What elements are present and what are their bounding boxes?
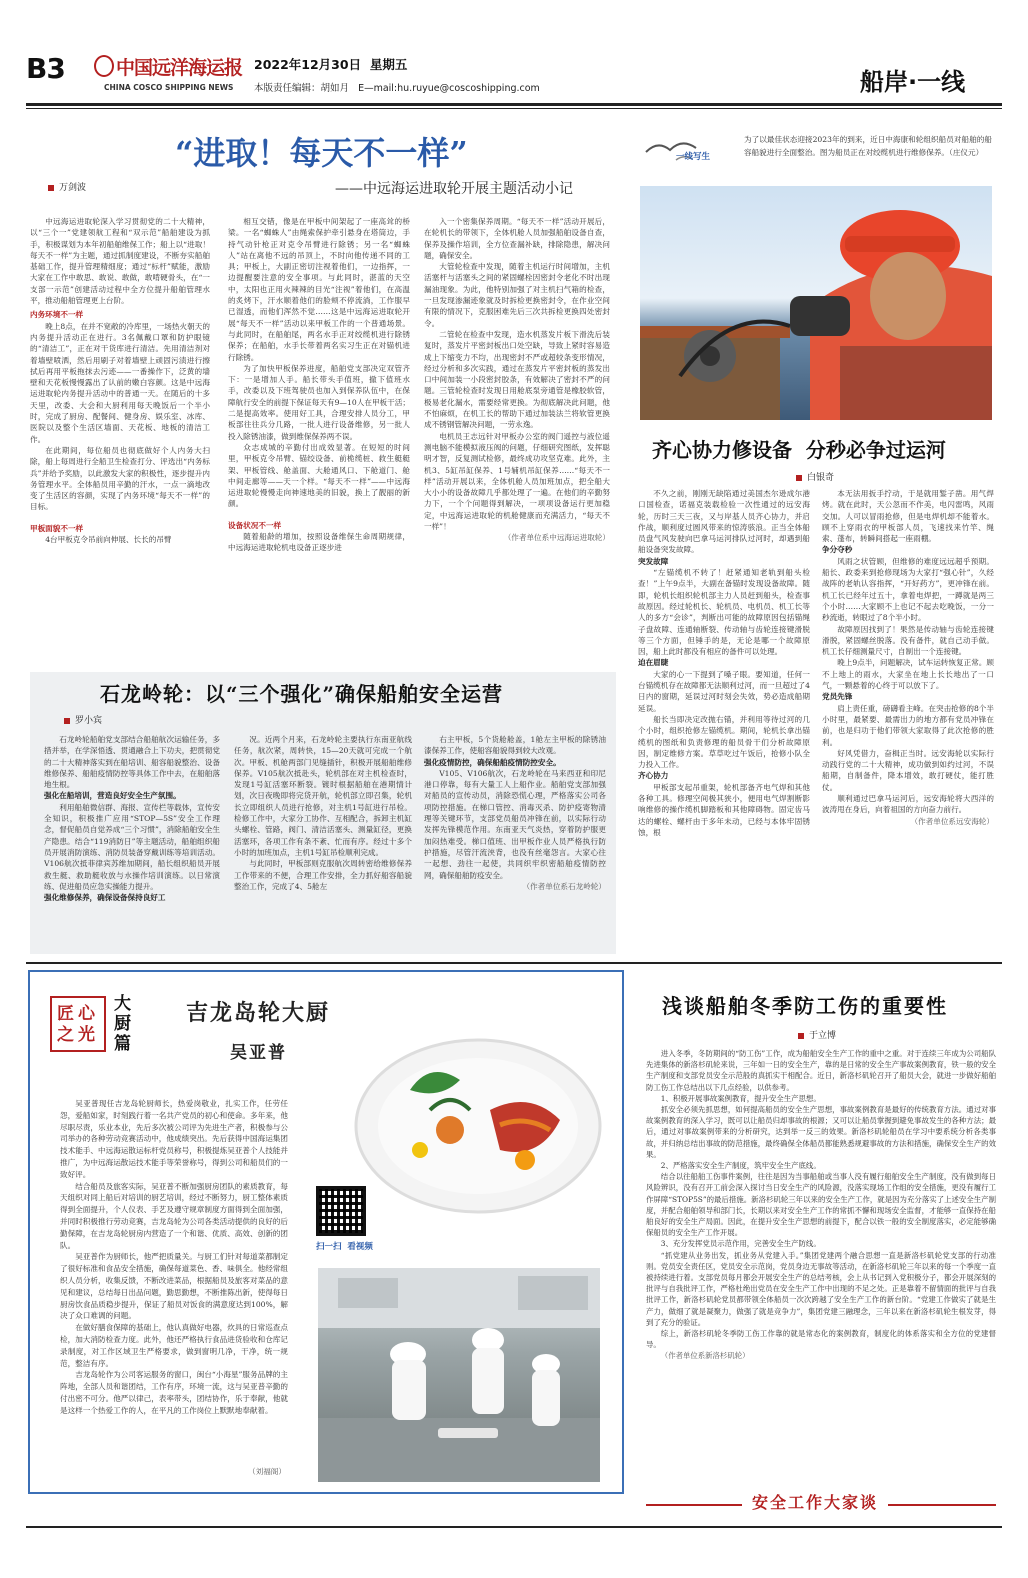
subhead: 设备状况不一样 [228, 520, 282, 530]
qr-caption: 扫一扫 看视频 [316, 1242, 373, 1252]
qr-code[interactable] [316, 1186, 366, 1236]
paragraph: 大家的心一下提到了嗓子眼。要知道，任何一台锚缆机存在故障都无法顺利过河，而一旦超过了4日内的窗期，延误过河时刻会失效，势必造成船期延误。 [638, 669, 810, 713]
paragraph: 吉龙岛轮作为公司客运服务的窗口，闽台“小海星”服务品牌的主阵地，全部人员和谐团结，工作有序，环境一流，这与吴亚普辛勤的付出密不可分。他严以律己，表率带头，团结协作，乐于奉献，他就是这样一个热爱工作的人，在平凡的工作岗位上默默地奉献着。 [60, 1370, 288, 1415]
newspaper-logo [94, 51, 242, 97]
seal-badge [50, 996, 106, 1052]
badge-label: 一线写生 [676, 152, 711, 162]
paragraph: 吴亚普作为厨师长，他严把质量关。与厨工们针对每道菜都制定了很好标准和食品安全措施，确保每道菜色、香、味俱全。他经常组织人员分析，收集反馈，不断改进菜品，根据船员及旅客对菜品的意见和建议，总结每日出品问题，勤思勤想，不断推陈出新，使得每日厨房饮食品质稳步提升，保证了船员对饭食的满意度达到100%，解决了众口难调的问题。 [60, 1252, 288, 1321]
dish-plate-photo [350, 1030, 606, 1216]
editor-email: E—mail:hu.ruyue@coscoshipping.com [358, 83, 540, 94]
article-5-author: 于立博 [798, 1028, 836, 1041]
paragraph: 为了加快甲板保养进度，船舶党支部决定双管齐下：一是增加人手。船长带头手值班，撤下值班水手，改委以及下班驾驶员也加入到保养队伍中，在保障航行安全的前提下保证每天有9—10人在甲板干活；二是提高效率。使用好工具，合理安排人员分工，甲板部往往兵分几路，一批人进行设备维修，另一批人投入除锈油漆，做到维保保养两不误。 [228, 363, 410, 441]
article-4-body [60, 1098, 288, 1462]
logo-icon [94, 55, 114, 77]
paragraph: 在此期间，每位船员也彻底做好个人内务大扫除，船上每周进行全船卫生检查打分、评选出“内务标兵”并给予奖励，以此激发大家的积极性，逐步提升内务管理水平。全体船员用辛勤的汗水，一点一滴地改变了生活区的容颜，实现了内务环境“每天不一样”的目标。 [30, 445, 210, 512]
paragraph: （作者单位系新洛杉矶轮） [660, 1351, 750, 1361]
paragraph: 中远海运进取轮深入学习贯彻党的二十大精神，以“三个一”党建领航工程和“双示范”船舶建设为抓手，积极谋划为本年初船舶维保工作；船上以“进取！每天不一样”为主题，通过抓制度建设，不断夯实船舶基础工作，提升管理精细度；通过“标杆”赋能，激励大家在工作中敢思、敢说、敢做，敢啃硬骨头，在“一支部一示范”创建活动过程中全方位提升船舶管理水平，推动船舶管理更上台阶。 [30, 217, 210, 306]
paragraph: 大管轮检查中发现，随着主机运行时间增加，主机活塞杆与活塞头之间的紧固螺栓因密封令老化不时出现漏油现象。为此，他特别加强了对主机扫气箱的检查，一旦发现渗漏迹象就及时拆检更换密封令，在作业空间有限的情况下，克服困难先后三次共拆检更换四处密封令。 [424, 262, 610, 328]
signature: （作者单位系远安海轮） [910, 816, 994, 826]
weekday-text: 星期五 [369, 57, 408, 72]
article-2-title: 齐心协力修设备 分秒必争过运河 [652, 438, 946, 462]
paragraph: 二管轮在检查中发现，造水机蒸发片板下滑洗后装复时，蒸发片平密封板出口处空缺，导致上紧时容易造成上下缩变力不均，出现密封不严或超较条变形情况，经过分析和多次实践，通过在蒸发片平密封板的蒸发出口中间加装一小段密封胶条，有效解决了密封不严的问题。三管轮检查时发现日用舱底泵旁通管是橡胶软管，极易老化漏水，需要经常更换。为彻底解决此问题，他不怕麻烦，在机工长的帮助下通过加装法兰将软管更换成不锈钢管解决问题，一劳永逸。 [424, 329, 610, 430]
paragraph: 2、严格落实安全生产制度，筑牢安全生产底线。 [660, 1161, 821, 1171]
paragraph: V105、V106航次，石龙岭轮在马来西亚和印尼港口停靠，每有大量工人上船作业。船舶党支部加强对船员的宣传动员，消除恐慌心理，严格落实公司各项防控措施。在梯口管控、消毒灭杀、防护疫寄物清理等关键环节，支部党员船员冲锋在前，以实际行动发挥先锋模范作用。东南亚天气炎热，穿着防护服更加闷热难受。梯口值班、出甲板作业人员严格执行防护措施，尽管汗流浃背，也没有丝毫怨言。大家心往一起想、劲往一起使，共同织牢织密船舶疫情防控网，确保船舶防疫安全。 [424, 768, 606, 880]
footer-banner: 安全工作大家谈 [742, 1490, 888, 1513]
signature: （作者单位系中远海运进取轮） [503, 533, 610, 543]
paragraph: 吴亚普现任吉龙岛轮厨师长，热爱岗敬业，扎实工作，任劳任怨，爱船如家，时刻践行着一名共产党员的初心和使命。多年来，他尽职尽责，乐业本业，先后多次被公司评为先进生产者，积极参与公司举办的各种劳动竞赛活动中，他成绩突出。先后获得中国海运集团技术能手、中远海运散运标杆党员称号，积极提炼吴亚普个人技能并推广，为中远海运散运技术能手等荣誉称号，得到公司和船员们的一致好评。 [60, 1099, 288, 1179]
section-title: 船岸·一线 [860, 68, 966, 96]
plate-illustration [350, 1030, 606, 1216]
subhead: 齐心协力 [638, 771, 669, 781]
paragraph: 晚上8点，在并不宽敞的冷库里，一场热火朝天的内务提升活动正在进行。3名佩戴口罩和防护眼镜的“清洁工”，正在对干货库进行清洁。先用清洁剂对着墙壁喷洒，然后用刷子对着墙壁上顽固污渍进行擦拭后再用平板拖抹去污迹——一番操作下，泛黄的墙壁和天花板慢慢露出了认前的嫩白容颜。这是中远海运进取轮内务提升活动中的普通一天。在随后的十多天里，改委、大会和大厨利用每天晚饭后一个半小时，完成了厨房、配餐间、健身房、娱乐室、冰库、医院以及整个生活区墙面、天花板、地板的清洁工作。 [30, 321, 210, 444]
editor-name: 本版责任编辑：胡如月 [254, 83, 350, 94]
paragraph: 本无法用扳手拧动，于是就用錾子凿。用气焊烤。就在此时，天公忽而不作美，电闪雷鸣，风雨交加。人可以冒雨抢修，但是电焊机却不能着水。顾不上穿雨衣的甲板部人员，飞速找来竹竿、绳索、蓬布，转瞬间搭起一座雨棚。 [822, 489, 994, 544]
article-2-col-1 [638, 488, 810, 946]
kitchen-illustration [318, 1268, 600, 1482]
paragraph: 在做好膳食保障的基础上，他认真做好电器，炊具的日常巡查点检，加大消防检查力度。此外，他还严格执行食品进货验收和仓库记录制度，对工作区域卫生严格要求，做到窗明几净，干净，统一规范，整洁有序。 [60, 1323, 288, 1368]
paragraph: 3、充分发挥党员示范作用，完善安全生产防线。 [660, 1239, 821, 1249]
bottom-rule [26, 1526, 1002, 1528]
article-3-author: 罗小宾 [64, 713, 102, 726]
article-1-col-1 [30, 216, 210, 644]
paragraph: 肩上责任重，磅礴看主峰。在突击抢修的8个半小时里，最紧要、最需出力的地方都有党员冲锋在前，也是归功于他们带领大家取得了此次抢修的胜利。 [822, 703, 994, 747]
paragraph: 电机员王志远针对甲板办公室的阀门遥控与液位遥测电脑不能模拟液压阀的问题，仔细研究图纸，发挥聪明才智，反复测试检修，最终成功攻坚克难。此外，主机3、5缸吊缸保养、1号辅机吊缸保养……“每天不一样”活动开展以来，全体机舱人员加班加点，把全船大大小小的设备故障几乎都处理了一遍。在他们的辛勤努力下，一个个问题得到解决，一项项设备运行更加稳定，中远海运进取轮的机舱健康而充满活力，“每天不一样”！ [424, 431, 610, 532]
paragraph: 4台甲板克令吊前向伸展、长长的吊臂 [45, 535, 172, 545]
paragraph: “左锚缆机不转了！赶紧通知老轨到船头检查！”上午9点半，大副在备锚时发现设备故障。随即，轮机长组织轮机部主力人员赶到船头，检查事故原因。经过轮机长、轮机员、电机员、机工长等人的多方“会诊”，判断出可能的故障原因包括锚绳子盘故障、连通轴断裂、传动轴与齿轮连接键滑脱等三个方面，但锤手的是，无论是哪一个故障原因，船上此时都没有相应的备件可以处理。 [638, 568, 810, 657]
subhead: 争分夺秒 [822, 545, 853, 555]
article-1-col-3 [424, 216, 610, 644]
header-rule-thin [26, 108, 1002, 109]
paragraph: 综上，新洛杉矶轮冬季防工伤工作靠的就是常态化的案例教育，制度化的体系落实和全方位的党建督导。 [646, 1329, 996, 1350]
paragraph: 随着船龄的增加，按照设备维保生命周期规律，中远海运进取轮机电设备正逐步进 [228, 532, 410, 553]
subhead: 迫在眉睫 [638, 658, 669, 668]
paragraph: 结合以往船舶工伤事件案例，往往是因为当事船舶或当事人没有履行船舶安全生产制度，没有做到每日风险辨识，没有召开工前会深入探讨当日安全生产的风险源，没落实现场工作组的安全措施，更没有履行工作屏障“STOP5S”的最后措施。新洛杉矶轮三年以来的安全生产工作，就是因为充分落实了上述安全生产制度，并配合船舶领导和部门长，长期以来对安全生产工作的常抓不懈和现场安全监督，才能够一直保持在船舶良好的安全生产局面。因此，在提升安全生产思想的前提下，配合以铁一般的安全制度落实，必定能够确保船员的安全生产工作开展。 [646, 1172, 996, 1238]
article-2-author: 白银奇 [796, 470, 834, 483]
paragraph: 进入冬季，冬防期间的“防工伤”工作，成为船舶安全生产工作的重中之重。对于连续三年成为公司船队先进集体的新洛杉矶轮来说，三年如一日的安全生产，靠的是日常的安全生产事故案例教育，铁一般的安全生产制度和支部党员安全示范般的真抓实干相配合。近日，新洛杉矶轮召开了船员大会，就进一步做好船舶防工伤工作总结出以下几点经验，以供参考。 [646, 1049, 996, 1092]
subhead: 强化维修保养，确保设备保持良好工 [44, 893, 166, 903]
paragraph: 顺利通过巴拿马运河后，远安海轮将大西洋的波涛甩在身后，向着祖国的方向奋力前行。 [822, 794, 994, 815]
article-3-col-1 [44, 734, 220, 944]
subhead: 内务环境不一样 [30, 310, 84, 320]
worker-illustration [640, 186, 992, 420]
article-3-title: 石龙岭轮：以“三个强化”确保船舶安全运营 [100, 682, 504, 706]
paragraph: 入一个密集保养周期。“每天不一样”活动开展后，在轮机长的带领下，全体机舱人员加强船舶设备自查，保养及操作培训，全方位查漏补缺，排除隐患，解决问题，确保安全。 [424, 217, 610, 260]
article-1-author: 万剑波 [48, 180, 86, 193]
paragraph: 甲板部支起吊重架，轮机部备齐电气焊和其他各种工具。修理空间极其狭小，便用电气焊割断影响维修的操作缆机脚踏板和其他障碍物。固定齿马达的螺栓、螺杆由于多年未动，已经与本体牢固锈蚀，根 [638, 782, 810, 837]
subhead: 甲板面貌不一样 [30, 523, 84, 533]
subhead: 党员先锋 [822, 692, 853, 702]
paragraph: 众志成城的辛勤付出成效显著。在短短的时间里，甲板克令吊臂、锚绞设备、前桅缆桩、救生艇艇架、甲板管线、舱盖面、大舱通风口、下舱道门、舱中间走廊等——天一个样。“每天不一样”——中远海运进取轮慢慢走向神速地美的旧貌，换上了靓丽的新颜。 [228, 442, 410, 509]
paragraph: 风雨之状管顾，但维修的难度远远超乎预期。船长、政委来到抢修现场为大家打“强心针”，久经战阵的老轨认容指挥，“开好药方”，更冲锋在前。机工长已经年过五十，拿着电焊把，一蹲就是两三个小时……大家顾不上也记不起去吃晚饭，一分一秒流逝，转眼过了8个半小时。 [822, 556, 994, 623]
article-3-col-3 [424, 734, 606, 944]
article-2-col-2 [822, 488, 994, 946]
paragraph: “抓党建从业务出发，抓业务从党建入手。”集团党建两个融合思想一直是新洛杉矶轮党支部的行动准则。党员安全责任区，党员安全示范岗，党员身边无事故等活动，在新洛杉矶轮三年以来的每一个季度一直被持续进行着。支部党员每月都会开展安全生产的总结考核，会上从书记到入党积极分子，都会开展深刻的批评与自我批评工作，严格杜绝出党员在安全生产工作中出现的不足之处。正是靠着不留情面的批评与自我批评工作，新洛杉矶轮党员都带领全体船员一次次跨越了安全生产工作的新台阶。“党建工作做实了就是生产力，做细了就是凝聚力，做强了就是竞争力”，集团党建三融理念，三年以来在新洛杉矶轮生根发芽，得到了充分的验证。 [646, 1250, 996, 1327]
column-name: 大厨篇 [114, 994, 131, 1054]
paragraph: 船长当即决定改抛右锚，并利用等待过河的几个小时，组织抢修左锚缆机。期间，轮机长拿出锚缆机的图纸和负责修理的船员骨干们分析故障原因，制定维修方案。草草吃过午饭后，抢修小队全力投入工作。 [638, 714, 810, 770]
article-4-title: 吉龙岛轮大厨 [186, 1000, 331, 1026]
chef-name: 吴亚普 [230, 1043, 287, 1063]
article-1-title: “进取！每天不一样” [175, 134, 468, 172]
paragraph: 况。近两个月来，石龙岭轮主要执行东南亚航线任务，航次紧，周转快，15—20天就可完成一个航次。甲板、机舱两部门见缝插针，积极开展船舶维修保养。V105航次抵赴头，轮机部在对主机检查时，发现1号缸活塞环断裂。镀时根据船舶在港期情计划，次日夜晚即将完货开航，轮机部立即召集，轮机长立即组织人员进行抢修，对主机1号缸进行吊检。检修工作中，大家分工协作、互相配合，拆卸主机缸头螺栓、管路，阀门、清洁活塞头、测量缸径，更换活塞环，各项工作有条不紊、忙而有序。经过十多个小时的加班加点，主机1号缸吊检顺利完成。 [234, 735, 412, 857]
page-number: B3 [26, 52, 65, 85]
paragraph: 不久之前，刚刚无缺陷通过美国杰尔逊成尔港口国检查，诺福克装载检验一次性通过的远安海轮，历时三天三夜，又与岸基人员齐心协力，并启作战，顺利度过圆风带来的惊涛骇浪。正当全体船员盘气风发驶向巴拿马运河排队过河时，却遇到船舶设备突发故障。 [638, 489, 810, 555]
article-5-title: 浅谈船舶冬季防工伤的重要性 [662, 994, 948, 1018]
seal-text: 匠心之光 [57, 1004, 99, 1045]
logo-english: CHINA COSCO SHIPPING NEWS [104, 83, 234, 92]
paragraph: 与此同时，甲板部则克服航次周转密给维修保养工作带来的不便，合理工作安排，全力抓好船容船貌整治工作，完成了4、5舱左 [234, 859, 412, 891]
paragraph: 1、积极开展事故案例教育，提升安全生产思想。 [660, 1093, 821, 1103]
mid-rule [26, 962, 1002, 964]
signature: （作者单位系石龙岭轮） [522, 881, 606, 891]
article-5-body [646, 1048, 996, 1474]
editor-line [254, 80, 540, 94]
paragraph: 右主甲板，5个货舱舱盖，1舱左主甲板的除锈油漆保养工作，使船容船貌得到较大改观。 [424, 735, 606, 756]
subhead: 强化疫情防控，确保船舶疫情防控安全。 [424, 757, 561, 767]
article-3-col-2 [234, 734, 412, 944]
paragraph: 晚上9点半，问题解决，试车运转恢复正常。顾不上地上的雨水，大家坐在地上长长地出了一口气，一颗悬着的心终于可以放下了。 [822, 658, 994, 691]
paragraph: 好风凭借力，奋楫正当时。远安海轮以实际行动践行党的二十大精神，成功做到如约过河，不误船期，自制备件，降本增效，敢打硬仗，能打胜仗。 [822, 748, 994, 792]
subhead: 突发故障 [638, 556, 669, 566]
logo-text: 中国远洋海运报 [116, 57, 243, 79]
paragraph: 结合船员及旅客实际，吴亚普不断加强厨房团队的素质教育，每天组织对同上船后对培训的厨艺培训，经过不断努力，厨工整体素质得到全面提升，个人仪表、手艺及遵守规章制度方面得到全面加强，并同时积极推行劳动竞赛，吉龙岛轮为公司各类活动提供的良好的后勤保障，在吉龙岛轮厨房内营造了一个和谐、优质、高效、创新的团队。 [60, 1181, 288, 1250]
paragraph: 抓安全必须先抓思想，如何提高船员的安全生产思想，事故案例教育是最好的传统教育方法。通过对事故案例教育的深入学习，既可以让船员归却事故的根源；又可以让船员掌握到避免事故发生的各种方法；最后，通过对事故案例带来的分析研究，达到举一反三的效果。新洛杉矶轮船员在学习中要系统分析各类事故，并归纳总结出事故的防范措施，最终确保全体船员都能熟悉规避事故的方法和措施，确保安全生产的效果。 [646, 1105, 996, 1159]
article-1-subtitle: ——中远海运进取轮开展主题活动小记 [335, 181, 573, 197]
paragraph: 相互交错，像是在甲板中间架起了一座高耸的桥梁。一名“蜘蛛人”由绳索保护牵引悬身在塔筒边，手持气动针枪正对克令吊臂进行除锈；另一名“蜘蛛人”站在离他不远的吊顶上，不时向他传递不同的工具；甲板上，大副正密切注视着他们，一边指挥，一边提醒要注意的安全事项。与此同时，湛蓝的天空中，太阳也正用火辣辣的目光“注视”着他们，在高温的炙烤下，汗水顺着他们的脸颊不停流淌，工作服早已湿透，而他们浑然不觉……这是中远海运进取轮开展“每天不一样”活动以来甲板工作的一个普通场景。与此同时，在船舶尾，两名水手正对绞缆机进行除锈保养；在船舶，水手长带着两名实习生正在对锚机进行除锈。 [228, 217, 410, 362]
paragraph: 故障原因找到了！果然是传动轴与齿轮连接键滑脱，紧固螺丝脱落。没有备件，就自己动手做。机工长仔细测量尺寸，自制出一个连接键。 [822, 624, 994, 657]
paragraph: 石龙岭轮船舶党支部结合船舶航次运输任务，多措并举，在学深悟透、贯通融合上下功夫，把贯彻党的二十大精神落实到在船培训、船容船貌整治、设备维修保养、船舶疫情防控等具体工作中去，在船舶落地生根。 [44, 735, 220, 790]
kitchen-photo [318, 1268, 600, 1482]
issue-date [254, 55, 407, 73]
date-text: 2022年12月30日 [254, 57, 362, 72]
header-rule [26, 103, 1002, 106]
article-1-col-2 [228, 216, 410, 644]
article-4-signature: （刘福阁） [248, 1467, 286, 1476]
subhead: 强化在船培训，营造良好安全生产氛围。 [44, 791, 181, 801]
photo-badge [636, 130, 724, 178]
photo-caption: 为了以最佳状态迎接2023年的到来，近日中海康和轮组织船员对船舶的船容船貌进行全面整治。图为船员正在对绞缆机进行维修保养。（庄仪元） [744, 135, 992, 157]
paragraph: 利用船舶微信群、海报、宣传栏等载体，宣传安全知识，积极推广应用“STOP—5S”安全工作理念，督促船员自觉养成“三个习惯”，消除船舶安全生产隐患。结合“119消防日”等主题活动，船舶组织船员开展消防演练、消防员装备穿戴训练等培训活动。V106航次抵菲律宾苏维加期间，船长组织船员开展救生艇、救助艇收放与水操作培训演练。以日常演练、促进船员应急实操能力提升。 [44, 802, 220, 891]
worker-photo [640, 186, 992, 420]
